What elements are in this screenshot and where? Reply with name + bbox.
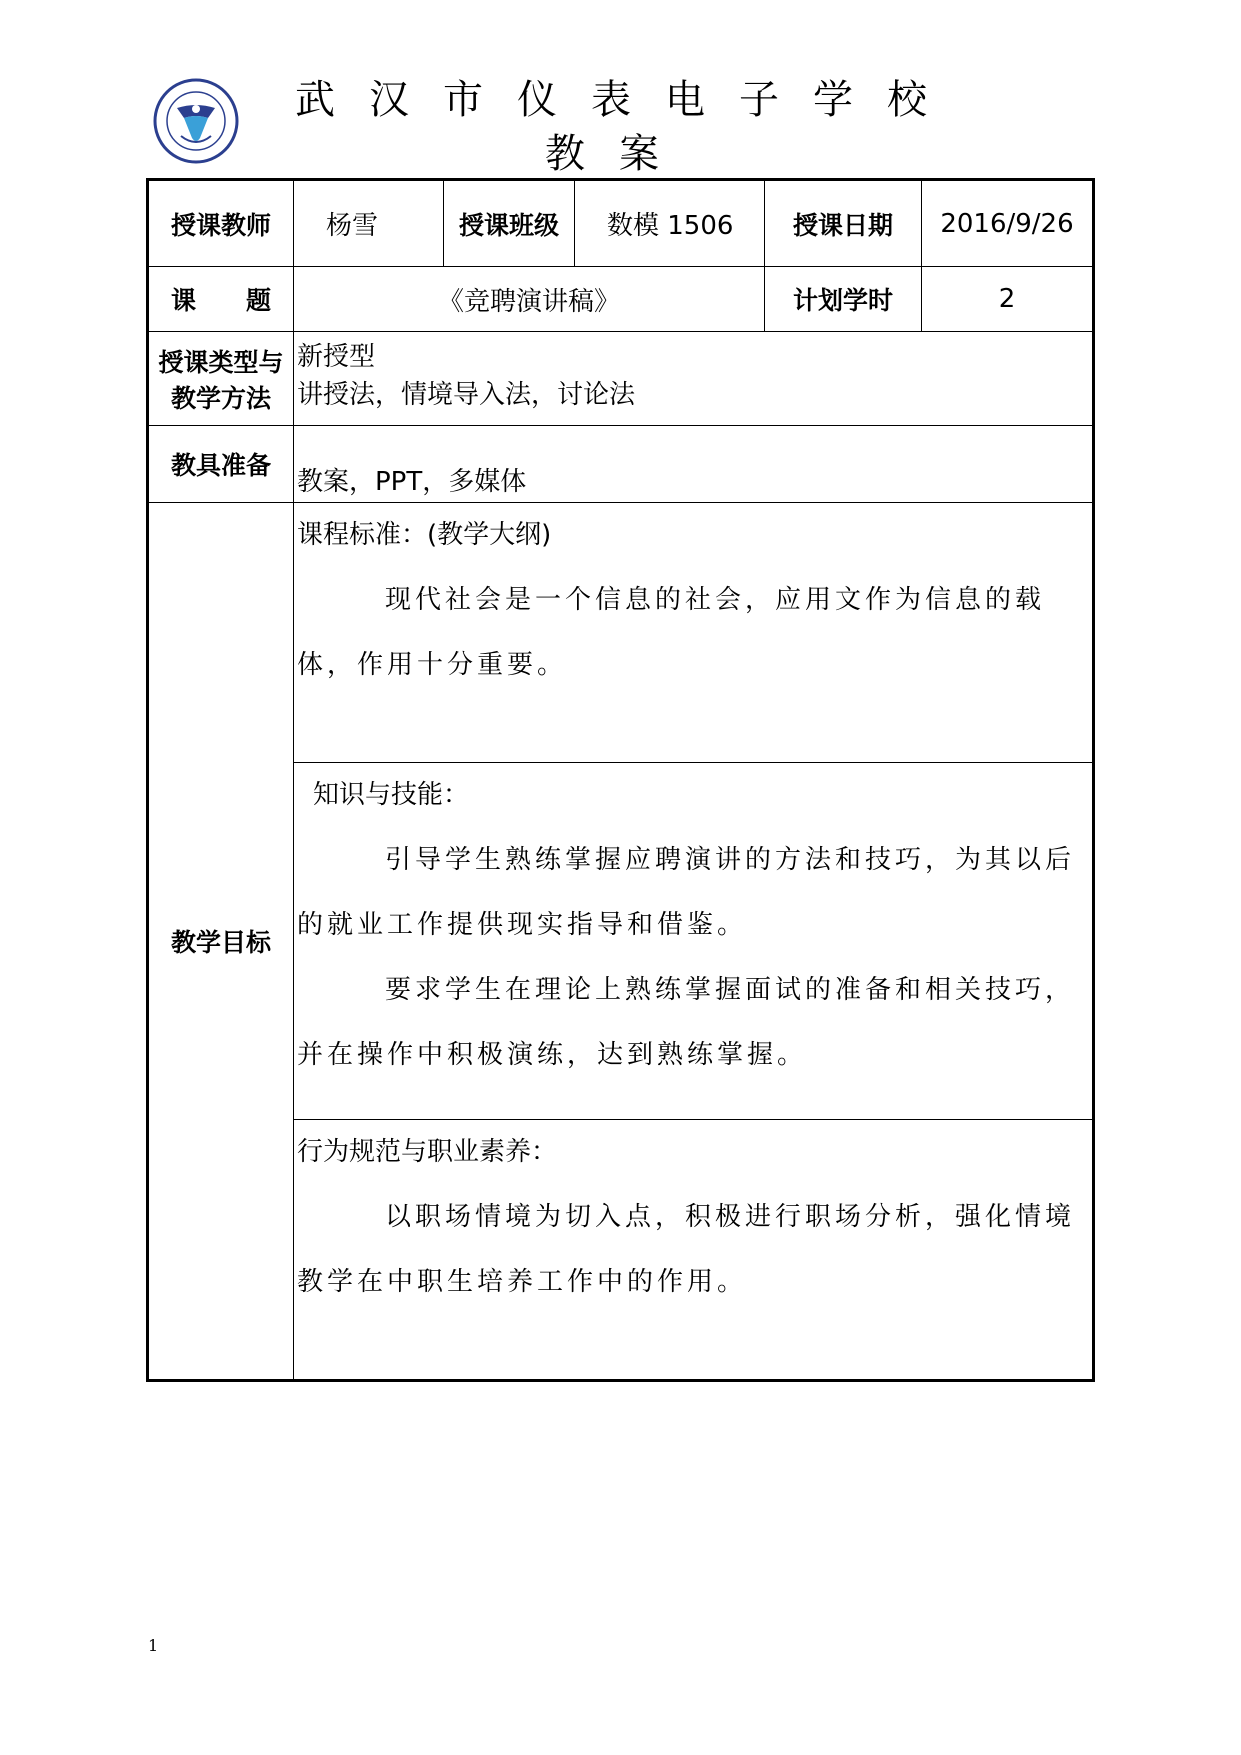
- course-standard-text: 现代社会是一个信息的社会，应用文作为信息的载体，作用十分重要。: [297, 585, 1046, 680]
- teaching-methods: 讲授法，情境导入法，讨论法: [297, 380, 636, 410]
- teacher-row: [148, 180, 1094, 267]
- type-method-row: [148, 332, 1094, 426]
- type-method-label: [148, 332, 294, 426]
- lesson-plan-table: [146, 178, 1095, 1382]
- topic-row: [148, 267, 1094, 332]
- lesson-type: 新授型: [297, 342, 376, 372]
- course-standard-section: [294, 503, 1094, 763]
- type-method-label-line2: 教学方法: [170, 383, 271, 413]
- tools-label: 教具准备: [148, 426, 294, 503]
- type-method-label-line1: 授课类型与: [158, 347, 284, 377]
- school-logo: [153, 78, 239, 164]
- school-name: 武汉市仪表电子学校: [295, 77, 961, 123]
- conduct-literacy-text: 以职场情境为切入点，积极进行职场分析，强化情境教学在中职生培养工作中的作用。: [297, 1202, 1076, 1297]
- tools-row: [148, 426, 1094, 503]
- knowledge-skills-text-2: 要求学生在理论上熟练掌握面试的准备和相关技巧，并在操作中积极演练，达到熟练掌握。: [297, 975, 1076, 1070]
- tools-value: 教案，PPT，多媒体: [294, 426, 1094, 503]
- knowledge-skills-text-1: 引导学生熟练掌握应聘演讲的方法和技巧，为其以后的就业工作提供现实指导和借鉴。: [297, 845, 1076, 940]
- goals-row-standard: [148, 503, 1094, 763]
- date-label: 授课日期: [765, 180, 922, 267]
- goals-label: 教学目标: [148, 503, 294, 1381]
- class-label: 授课班级: [444, 180, 575, 267]
- teacher-value: 杨雪: [294, 180, 444, 267]
- page-number: 1: [148, 1636, 159, 1655]
- knowledge-skills-heading: 知识与技能：: [313, 780, 470, 810]
- conduct-literacy-section: [294, 1120, 1094, 1381]
- conduct-literacy-heading: 行为规范与职业素养：: [297, 1137, 558, 1167]
- topic-label: 课 题: [148, 267, 294, 332]
- hours-value: 2: [922, 267, 1094, 332]
- class-value: 数模 1506: [575, 180, 765, 267]
- course-standard-heading: 课程标准：(教学大纲): [297, 520, 552, 550]
- document-title: 教案: [545, 131, 693, 177]
- knowledge-skills-section: [294, 763, 1094, 1120]
- teacher-label: 授课教师: [148, 180, 294, 267]
- hours-label: 计划学时: [765, 267, 922, 332]
- type-method-value: [294, 332, 1094, 426]
- topic-value: 《竞聘演讲稿》: [294, 267, 765, 332]
- date-value: 2016/9/26: [922, 180, 1094, 267]
